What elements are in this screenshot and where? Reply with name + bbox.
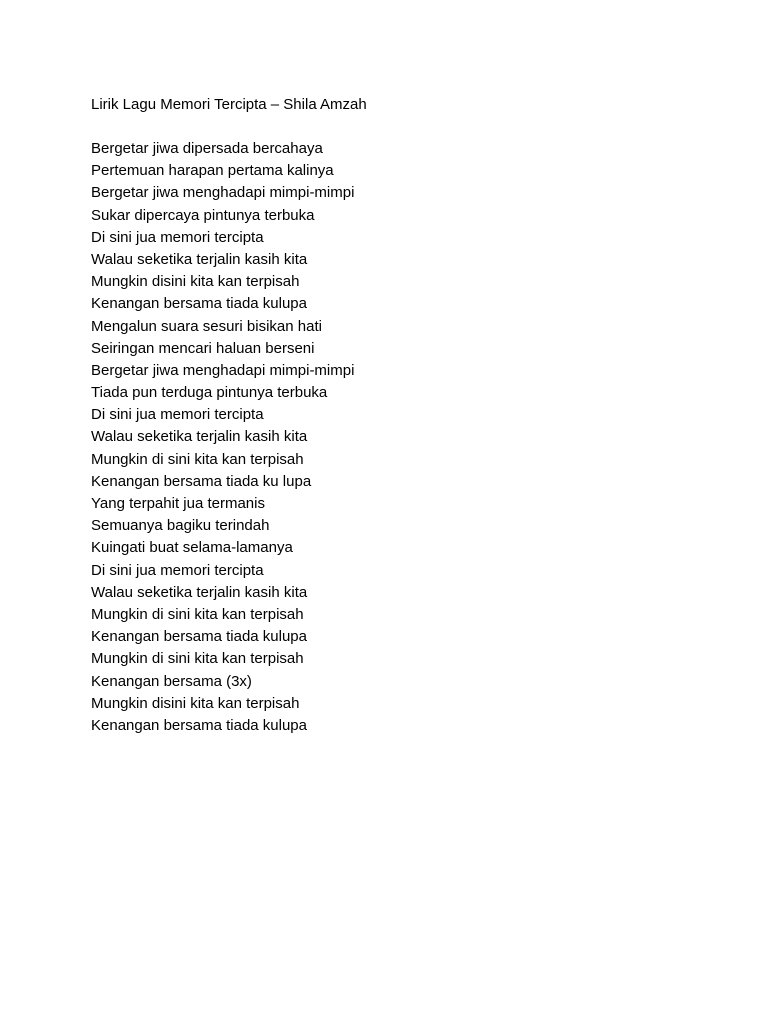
document-title: Lirik Lagu Memori Tercipta – Shila Amzah [91,96,367,113]
lyric-line: Bergetar jiwa dipersada bercahaya [91,140,323,157]
lyric-line: Kenangan bersama tiada kulupa [91,716,307,734]
lyric-line: Seiringan mencari haluan berseni [91,339,315,357]
lyric-line: Kenangan bersama (3x) [91,672,252,690]
lyric-line: Mungkin di sini kita kan terpisah [91,450,304,468]
lyric-line: Di sini jua memori tercipta [91,228,264,246]
lyric-line: Tiada pun terduga pintunya terbuka [91,384,328,402]
lyric-line: Mungkin di sini kita kan terpisah [91,605,304,623]
lyric-line: Kenangan bersama tiada ku lupa [91,472,312,490]
lyric-line: Bergetar jiwa menghadapi mimpi-mimpi [91,361,355,379]
lyric-line: Di sini jua memori tercipta [91,561,264,579]
lyric-line: Mungkin disini kita kan terpisah [91,694,300,712]
lyric-line: Sukar dipercaya pintunya terbuka [91,206,315,224]
lyric-line: Kenangan bersama tiada kulupa [91,295,307,313]
lyric-line: Mungkin di sini kita kan terpisah [91,650,304,668]
lyric-line: Kuingati buat selama-lamanya [91,539,293,557]
lyric-line: Walau seketika terjalin kasih kita [91,428,308,446]
lyric-line: Walau seketika terjalin kasih kita [91,583,308,601]
lyric-line: Semuanya bagiku terindah [91,517,270,535]
lyric-line: Mengalun suara sesuri bisikan hati [91,317,322,335]
lyrics-list [91,138,354,737]
lyric-line: Walau seketika terjalin kasih kita [91,250,308,268]
lyric-line: Kenangan bersama tiada kulupa [91,628,307,646]
lyric-line: Pertemuan harapan pertama kalinya [91,162,334,180]
lyric-line: Yang terpahit jua termanis [91,495,265,512]
lyric-line: Bergetar jiwa menghadapi mimpi-mimpi [91,184,355,202]
lyric-line: Mungkin disini kita kan terpisah [91,273,300,291]
lyric-line: Di sini jua memori tercipta [91,406,264,424]
